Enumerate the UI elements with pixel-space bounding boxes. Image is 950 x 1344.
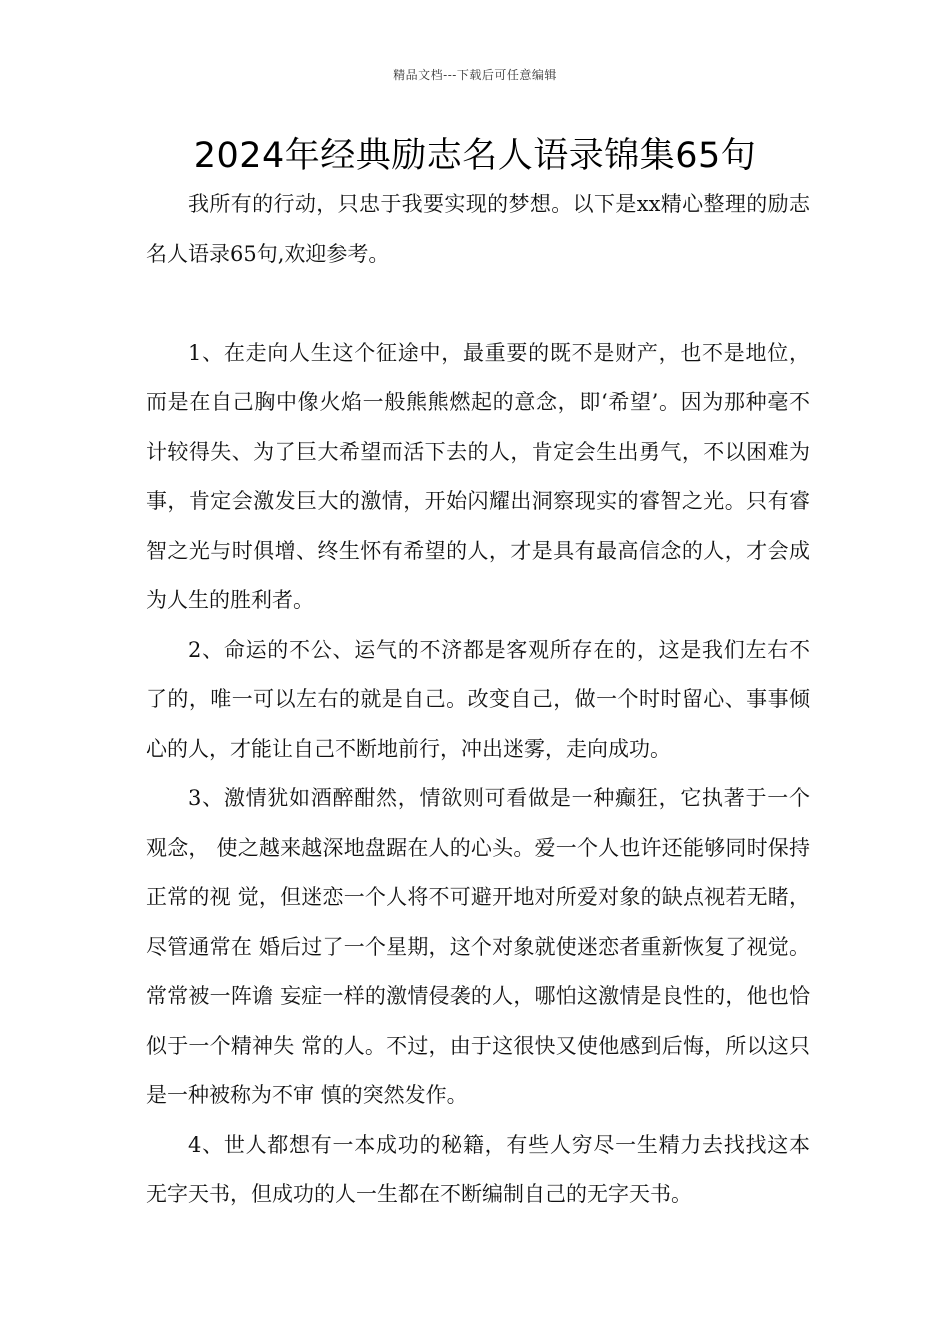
document-title: 2024年经典励志名人语录锦集65句: [193, 136, 757, 176]
quote-paragraph-1: 1、在走向人生这个征途中，最重要的既不是财产，也不是地位，而是在自己胸中像火焰一般熊熊燃起的意念，即‘希望’。因为那种毫不计较得失、为了巨大希望而活下去的人，肯定会生出勇气，不以困难为事，肯定会激发巨大的激情，开始闪耀出洞察现实的睿智之光。只有睿智之光与时俱增、终生怀有希望的人，才是具有最高信念的人，才会成为人生的胜利者。: [146, 340, 810, 612]
quote-paragraph-3: 3、激情犹如酒醉酣然，情欲则可看做是一种癫狂，它执著于一个观念， 使之越来越深地盘踞在人的心头。爱一个人也许还能够同时保持正常的视 觉，但迷恋一个人将不可避开地对所爱对象的缺点视若无睹，尽管通常在 婚后过了一个星期，这个对象就使迷恋者重新恢复了视觉。常常被一阵谵 妄症一样的激情侵袭的人，哪怕这激情是良性的，他也恰似于一个精神失 常的人。不过，由于这很快又使他感到后悔，所以这只是一种被称为不审 慎的突然发作。: [146, 786, 810, 1107]
document-body: [146, 180, 810, 1220]
header-note: 精品文档---下载后可任意编辑: [393, 68, 557, 82]
quote-paragraph-2: 2、命运的不公、运气的不济都是客观所存在的，这是我们左右不了的，唯一可以左右的就是自己。改变自己，做一个时时留心、事事倾心的人，才能让自己不断地前行，冲出迷雾，走向成功。: [146, 637, 810, 761]
quote-paragraph-4: 4、世人都想有一本成功的秘籍，有些人穷尽一生精力去找找这本无字天书，但成功的人一生都在不断编制自己的无字天书。: [146, 1132, 810, 1206]
intro-paragraph: 我所有的行动，只忠于我要实现的梦想。以下是xx精心整理的励志名人语录65句,欢迎参考。: [146, 192, 810, 266]
